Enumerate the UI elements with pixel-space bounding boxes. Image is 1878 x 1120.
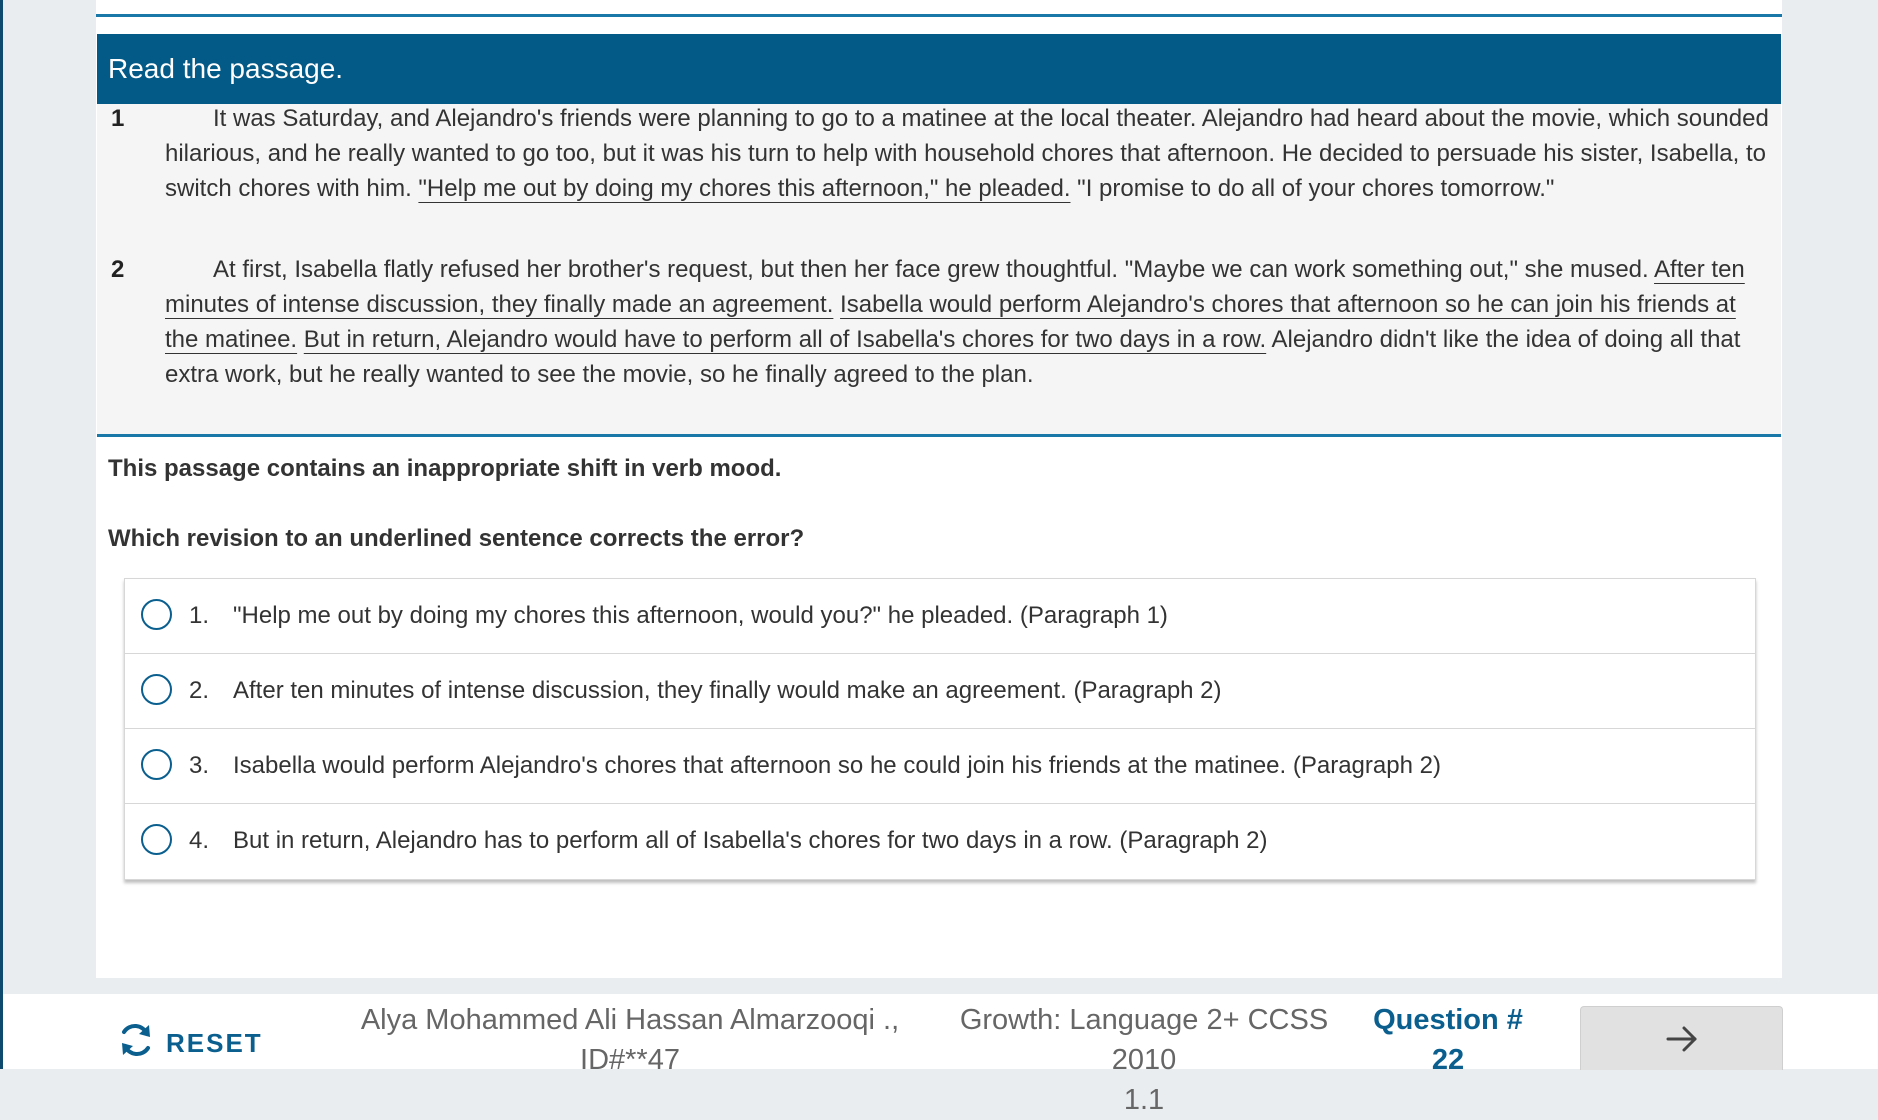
passage-banner [97,34,1781,104]
student-name: Alya Mohammed Ali Hassan Almarzooqi ., [360,1004,900,1036]
refresh-icon [116,1020,156,1065]
window-left-edge [0,0,3,1069]
option-text: But in return, Alejandro has to perform all of Isabella's chores for two days in a row. (Paragraph 2) [233,827,1268,854]
underlined-sentence: "Help me out by doing my chores this afternoon," he pleaded. [418,175,1071,202]
question-statement: This passage contains an inappropriate shift in verb mood. [108,455,782,482]
answer-option-4[interactable] [125,804,1755,878]
question-card [96,0,1782,978]
answer-option-2[interactable] [125,654,1755,729]
underlined-sentence: After ten minutes of intense discussion, they finally made an agreement. [165,256,1745,318]
underlined-sentence: But in return, Alejandro would have to perform all of Isabella's chores for two days in a row. [303,326,1267,353]
radio-button[interactable] [141,749,172,780]
radio-button[interactable] [141,674,172,705]
question-label: Question # [1373,1004,1523,1036]
test-version: 1.1 [1123,1084,1165,1116]
paragraph-text: At first, Isabella flatly refused her brother's request, but then her face grew thoughtful. "Maybe we can work something out," she mused. After ten minutes of intense discussion, they finally made an agreement. Isabella would perform Alejandro's chores that afternoon so he can join his friends at the matinee. But in return, Alejandro would have to perform all of Isabella's chores for two days in a row. Alejandro didn't like the idea of doing all that extra work, but he really wanted to see the movie, so he finally agreed to the plan. [165,256,1745,388]
student-info [330,1000,930,1080]
answer-option-1[interactable] [125,579,1755,654]
passage-box [97,104,1781,434]
option-number: 4. [189,827,210,854]
question-counter [1360,1000,1536,1080]
student-id: ID#**47 [580,1044,680,1076]
question-prompt: Which revision to an underlined sentence corrects the error? [108,525,805,552]
answer-option-3[interactable] [125,729,1755,804]
top-divider [96,14,1782,17]
option-text: After ten minutes of intense discussion, they finally would make an agreement. (Paragraph 2) [233,677,1222,704]
question-number: 22 [1431,1044,1465,1076]
radio-button[interactable] [141,599,172,630]
banner-title: Read the passage. [108,53,344,84]
paragraph-number: 1 [111,105,125,132]
paragraph-text: It was Saturday, and Alejandro's friends were planning to go to a matinee at the local theater. Alejandro had heard about the movie, which sounded hilarious, and he really wanted to go too, but it was his turn to help with household chores that afternoon. He decided to persuade his sister, Isabella, to switch chores with him. "Help me out by doing my chores this afternoon," he pleaded. "I promise to do all of your chores tomorrow." [165,105,1769,202]
radio-button[interactable] [141,824,172,855]
passage-divider [97,434,1781,437]
answer-options [124,578,1756,880]
test-name: Growth: Language 2+ CCSS 2010 [959,1004,1329,1076]
option-number: 1. [189,602,210,629]
option-number: 3. [189,752,210,779]
option-text: Isabella would perform Alejandro's chores that afternoon so he could join his friends at the matinee. (Paragraph 2) [233,752,1441,779]
next-button[interactable] [1580,1006,1783,1070]
test-info [924,1000,1364,1120]
underlined-sentence: Isabella would perform Alejandro's chores that afternoon so he can join his friends at the matinee. [165,291,1736,353]
option-number: 2. [189,677,210,704]
reset-label: RESET [166,1028,263,1058]
option-text: "Help me out by doing my chores this afternoon, would you?" he pleaded. (Paragraph 1) [233,602,1168,629]
paragraph-number: 2 [111,256,125,283]
